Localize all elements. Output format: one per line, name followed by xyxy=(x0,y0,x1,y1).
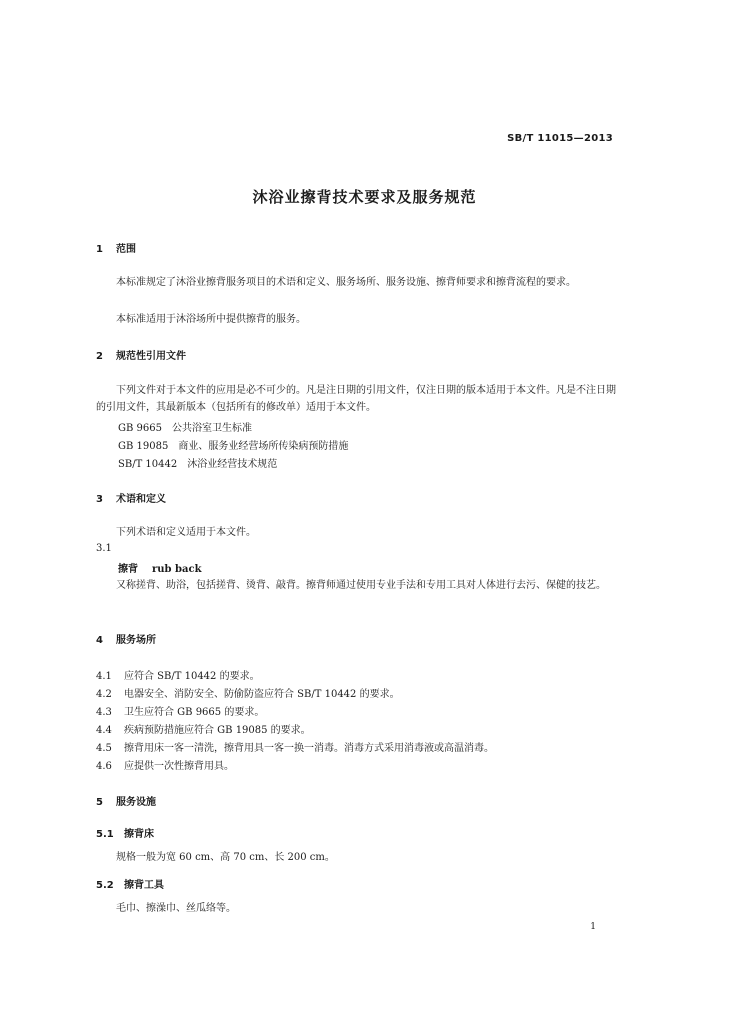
section-2-heading xyxy=(96,347,186,362)
item-text: 应符合 SB/T 10442 的要求。 xyxy=(124,671,260,682)
paragraph: 毛巾、擦澡巾、丝瓜络等。 xyxy=(116,903,236,914)
term-definition: 又称搓背、助浴，包括搓背、烫背、敲背。擦背师通过使用专业手法和专用工具对人体进行去污、保健的技艺。 xyxy=(116,580,606,591)
paragraph: 本标准适用于沐浴场所中提供擦背的服务。 xyxy=(116,314,306,325)
list-item xyxy=(96,685,400,700)
section-4-heading xyxy=(96,631,156,646)
item-number: 4.1 xyxy=(96,671,112,682)
section-number: 4 xyxy=(96,635,103,646)
page-number: 1 xyxy=(590,922,596,932)
section-number: 2 xyxy=(96,351,103,362)
term-english: rub back xyxy=(152,564,202,575)
section-3-heading xyxy=(96,490,166,505)
item-text: 应提供一次性擦背用具。 xyxy=(124,761,234,772)
item-text: 电器安全、消防安全、防偷防盗应符合 SB/T 10442 的要求。 xyxy=(124,689,400,700)
list-item xyxy=(96,739,494,754)
item-text: 卫生应符合 GB 9665 的要求。 xyxy=(124,707,265,718)
subsection-number: 3.1 xyxy=(96,543,112,554)
section-5-heading xyxy=(96,793,156,808)
subsection-number: 5.2 xyxy=(96,880,114,891)
subsection-title: 擦背床 xyxy=(124,829,154,840)
document-title: 沐浴业擦背技术要求及服务规范 xyxy=(252,188,477,206)
subsection-5-2-heading xyxy=(96,876,164,891)
reference-item: GB 9665 公共浴室卫生标准 xyxy=(118,423,252,434)
list-item xyxy=(96,721,311,736)
section-number: 1 xyxy=(96,244,103,255)
section-1-heading xyxy=(96,240,136,255)
paragraph: 下列文件对于本文件的应用是必不可少的。凡是注日期的引用文件，仅注日期的版本适用于本文件。凡是不注日期的引用文件，其最新版本（包括所有的修改单）适用于本文件。 xyxy=(96,385,616,413)
list-item xyxy=(96,667,260,682)
list-item xyxy=(96,757,234,772)
item-number: 4.5 xyxy=(96,743,112,754)
item-number: 4.3 xyxy=(96,707,112,718)
item-number: 4.2 xyxy=(96,689,112,700)
item-number: 4.6 xyxy=(96,761,112,772)
section-title: 规范性引用文件 xyxy=(116,351,186,362)
item-number: 4.4 xyxy=(96,725,112,736)
section-title: 范围 xyxy=(116,244,136,255)
reference-item: GB 19085 商业、服务业经营场所传染病预防措施 xyxy=(118,441,349,452)
subsection-number: 5.1 xyxy=(96,829,114,840)
list-item xyxy=(96,703,264,718)
paragraph: 下列术语和定义适用于本文件。 xyxy=(116,527,256,538)
paragraph: 规格一般为宽 60 cm、高 70 cm、长 200 cm。 xyxy=(116,852,335,863)
section-number: 5 xyxy=(96,797,103,808)
standard-code: SB/T 11015—2013 xyxy=(507,133,613,144)
paragraph: 本标准规定了沐浴业擦背服务项目的术语和定义、服务场所、服务设施、擦背师要求和擦背流程的要求。 xyxy=(116,277,576,288)
section-title: 服务场所 xyxy=(116,635,156,646)
term-chinese: 擦背 xyxy=(118,564,138,575)
reference-item: SB/T 10442 沐浴业经营技术规范 xyxy=(118,459,278,470)
section-title: 术语和定义 xyxy=(116,494,166,505)
subsection-5-1-heading xyxy=(96,825,154,840)
subsection-title: 擦背工具 xyxy=(124,880,164,891)
item-text: 疾病预防措施应符合 GB 19085 的要求。 xyxy=(124,725,311,736)
section-title: 服务设施 xyxy=(116,797,156,808)
section-number: 3 xyxy=(96,494,103,505)
item-text: 擦背用床一客一清洗，擦背用具一客一换一消毒。消毒方式采用消毒液或高温消毒。 xyxy=(124,743,494,754)
term-entry xyxy=(118,560,202,575)
